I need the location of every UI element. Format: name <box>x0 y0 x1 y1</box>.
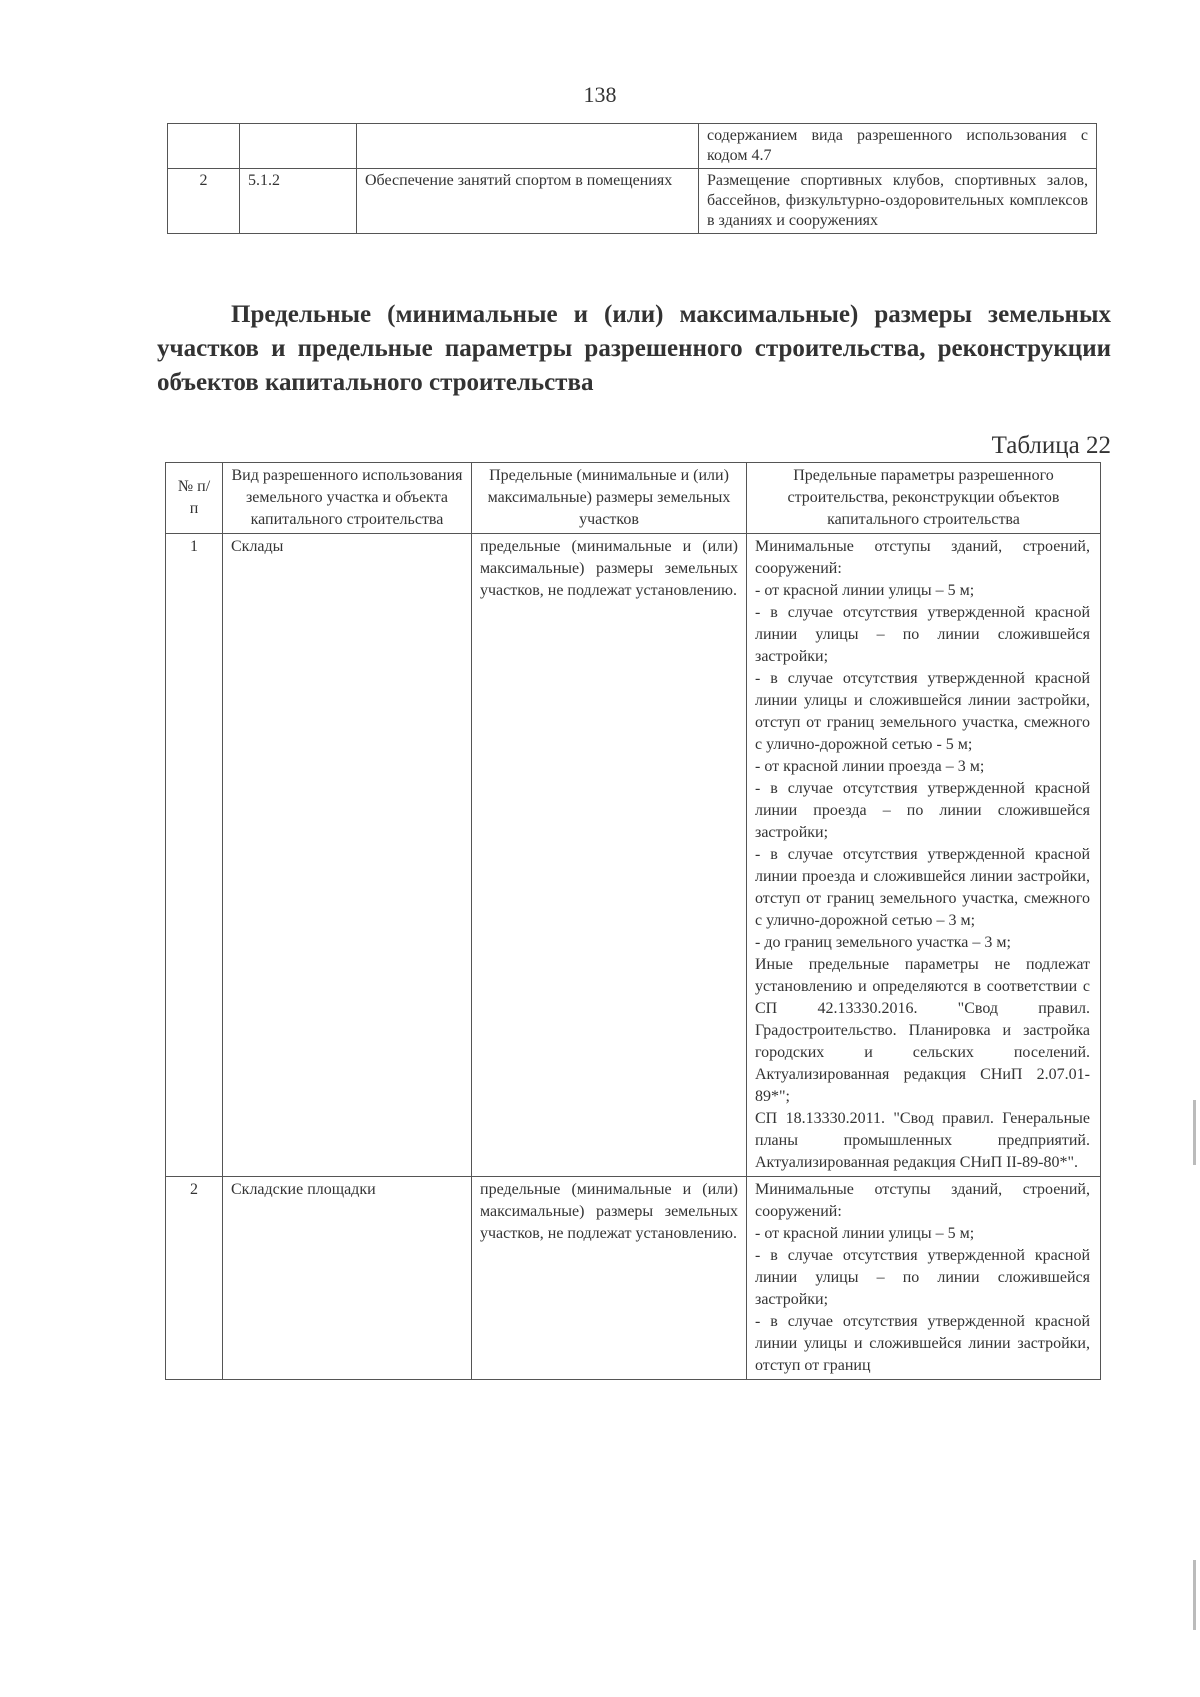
table-row <box>166 534 1101 1177</box>
param-line: - до границ земельного участка – 3 м; <box>755 934 1011 951</box>
param-line: - в случае отсутствия утвержденной красной линии улицы – по линии сложившейся застройки; <box>755 604 1090 665</box>
cell-description: содержанием вида разрешенного использования с кодом 4.7 <box>699 124 1097 169</box>
param-line: - в случае отсутствия утвержденной красной линии улицы и сложившейся линии застройки, отступ от границ земельного участка, смежного с улично-дорожной сетью - 5 м; <box>755 670 1090 753</box>
header-size: Предельные (минимальные и (или) максимальные) размеры земельных участков <box>472 463 747 534</box>
param-line: Иные предельные параметры не подлежат установлению и определяются в соответствии с СП 42.13330.2016. "Свод правил. Градостроительство. Планировка и застройка городских и сельских поселений. Актуализированная редакция СНиП 2.07.01-89*"; <box>755 956 1090 1105</box>
param-line: - в случае отсутствия утвержденной красной линии проезда и сложившейся линии застройки, отступ от границ земельного участка, смежного с улично-дорожной сетью – 3 м; <box>755 846 1090 929</box>
header-num: № п/п <box>166 463 223 534</box>
cell-name: Обеспечение занятий спортом в помещениях <box>357 169 699 234</box>
cell-size: предельные (минимальные и (или) максимальные) размеры земельных участков, не подлежат установлению. <box>472 1177 747 1380</box>
cell-name <box>357 124 699 169</box>
param-line: - в случае отсутствия утвержденной красной линии улицы – по линии сложившейся застройки; <box>755 1247 1090 1308</box>
cell-num <box>168 124 240 169</box>
cell-size: предельные (минимальные и (или) максимальные) размеры земельных участков, не подлежат установлению. <box>472 534 747 1177</box>
param-line: - от красной линии улицы – 5 м; <box>755 1225 975 1242</box>
param-line: - от красной линии проезда – 3 м; <box>755 758 985 775</box>
cell-code: 5.1.2 <box>240 169 357 234</box>
param-line: - в случае отсутствия утвержденной красной линии улицы и сложившейся линии застройки, отступ от границ <box>755 1313 1090 1374</box>
cell-num: 1 <box>166 534 223 1177</box>
param-line: Минимальные отступы зданий, строений, сооружений: <box>755 1181 1090 1220</box>
cell-description: Размещение спортивных клубов, спортивных залов, бассейнов, физкультурно-оздоровительных комплексов в зданиях и сооружениях <box>699 169 1097 234</box>
prev-table <box>167 123 1097 234</box>
cell-use: Склады <box>223 534 472 1177</box>
param-line: - от красной линии улицы – 5 м; <box>755 582 975 599</box>
header-params: Предельные параметры разрешенного строительства, реконструкции объектов капитального строительства <box>747 463 1101 534</box>
main-table <box>165 462 1101 1380</box>
cell-num: 2 <box>168 169 240 234</box>
scan-artifact <box>1193 1560 1196 1630</box>
header-use: Вид разрешенного использования земельного участка и объекта капитального строительства <box>223 463 472 534</box>
param-line: СП 18.13330.2011. "Свод правил. Генеральные планы промышленных предприятий. Актуализированная редакция СНиП II-89-80*". <box>755 1110 1090 1171</box>
scan-artifact <box>1193 1100 1196 1165</box>
param-line: Минимальные отступы зданий, строений, сооружений: <box>755 538 1090 577</box>
table-row <box>168 169 1097 234</box>
cell-params <box>747 1177 1101 1380</box>
cell-code <box>240 124 357 169</box>
page-number: 138 <box>583 82 617 107</box>
cell-num: 2 <box>166 1177 223 1380</box>
section-heading: Предельные (минимальные и (или) максимальные) размеры земельных участков и предельные параметры разрешенного строительства, реконструкции объектов капитального строительства <box>157 301 1111 396</box>
table-header-row <box>166 463 1101 534</box>
table-caption: Таблица 22 <box>991 432 1111 459</box>
table-row <box>168 124 1097 169</box>
table-row <box>166 1177 1101 1380</box>
param-line: - в случае отсутствия утвержденной красной линии проезда – по линии сложившейся застройки; <box>755 780 1090 841</box>
cell-params <box>747 534 1101 1177</box>
cell-use: Складские площадки <box>223 1177 472 1380</box>
